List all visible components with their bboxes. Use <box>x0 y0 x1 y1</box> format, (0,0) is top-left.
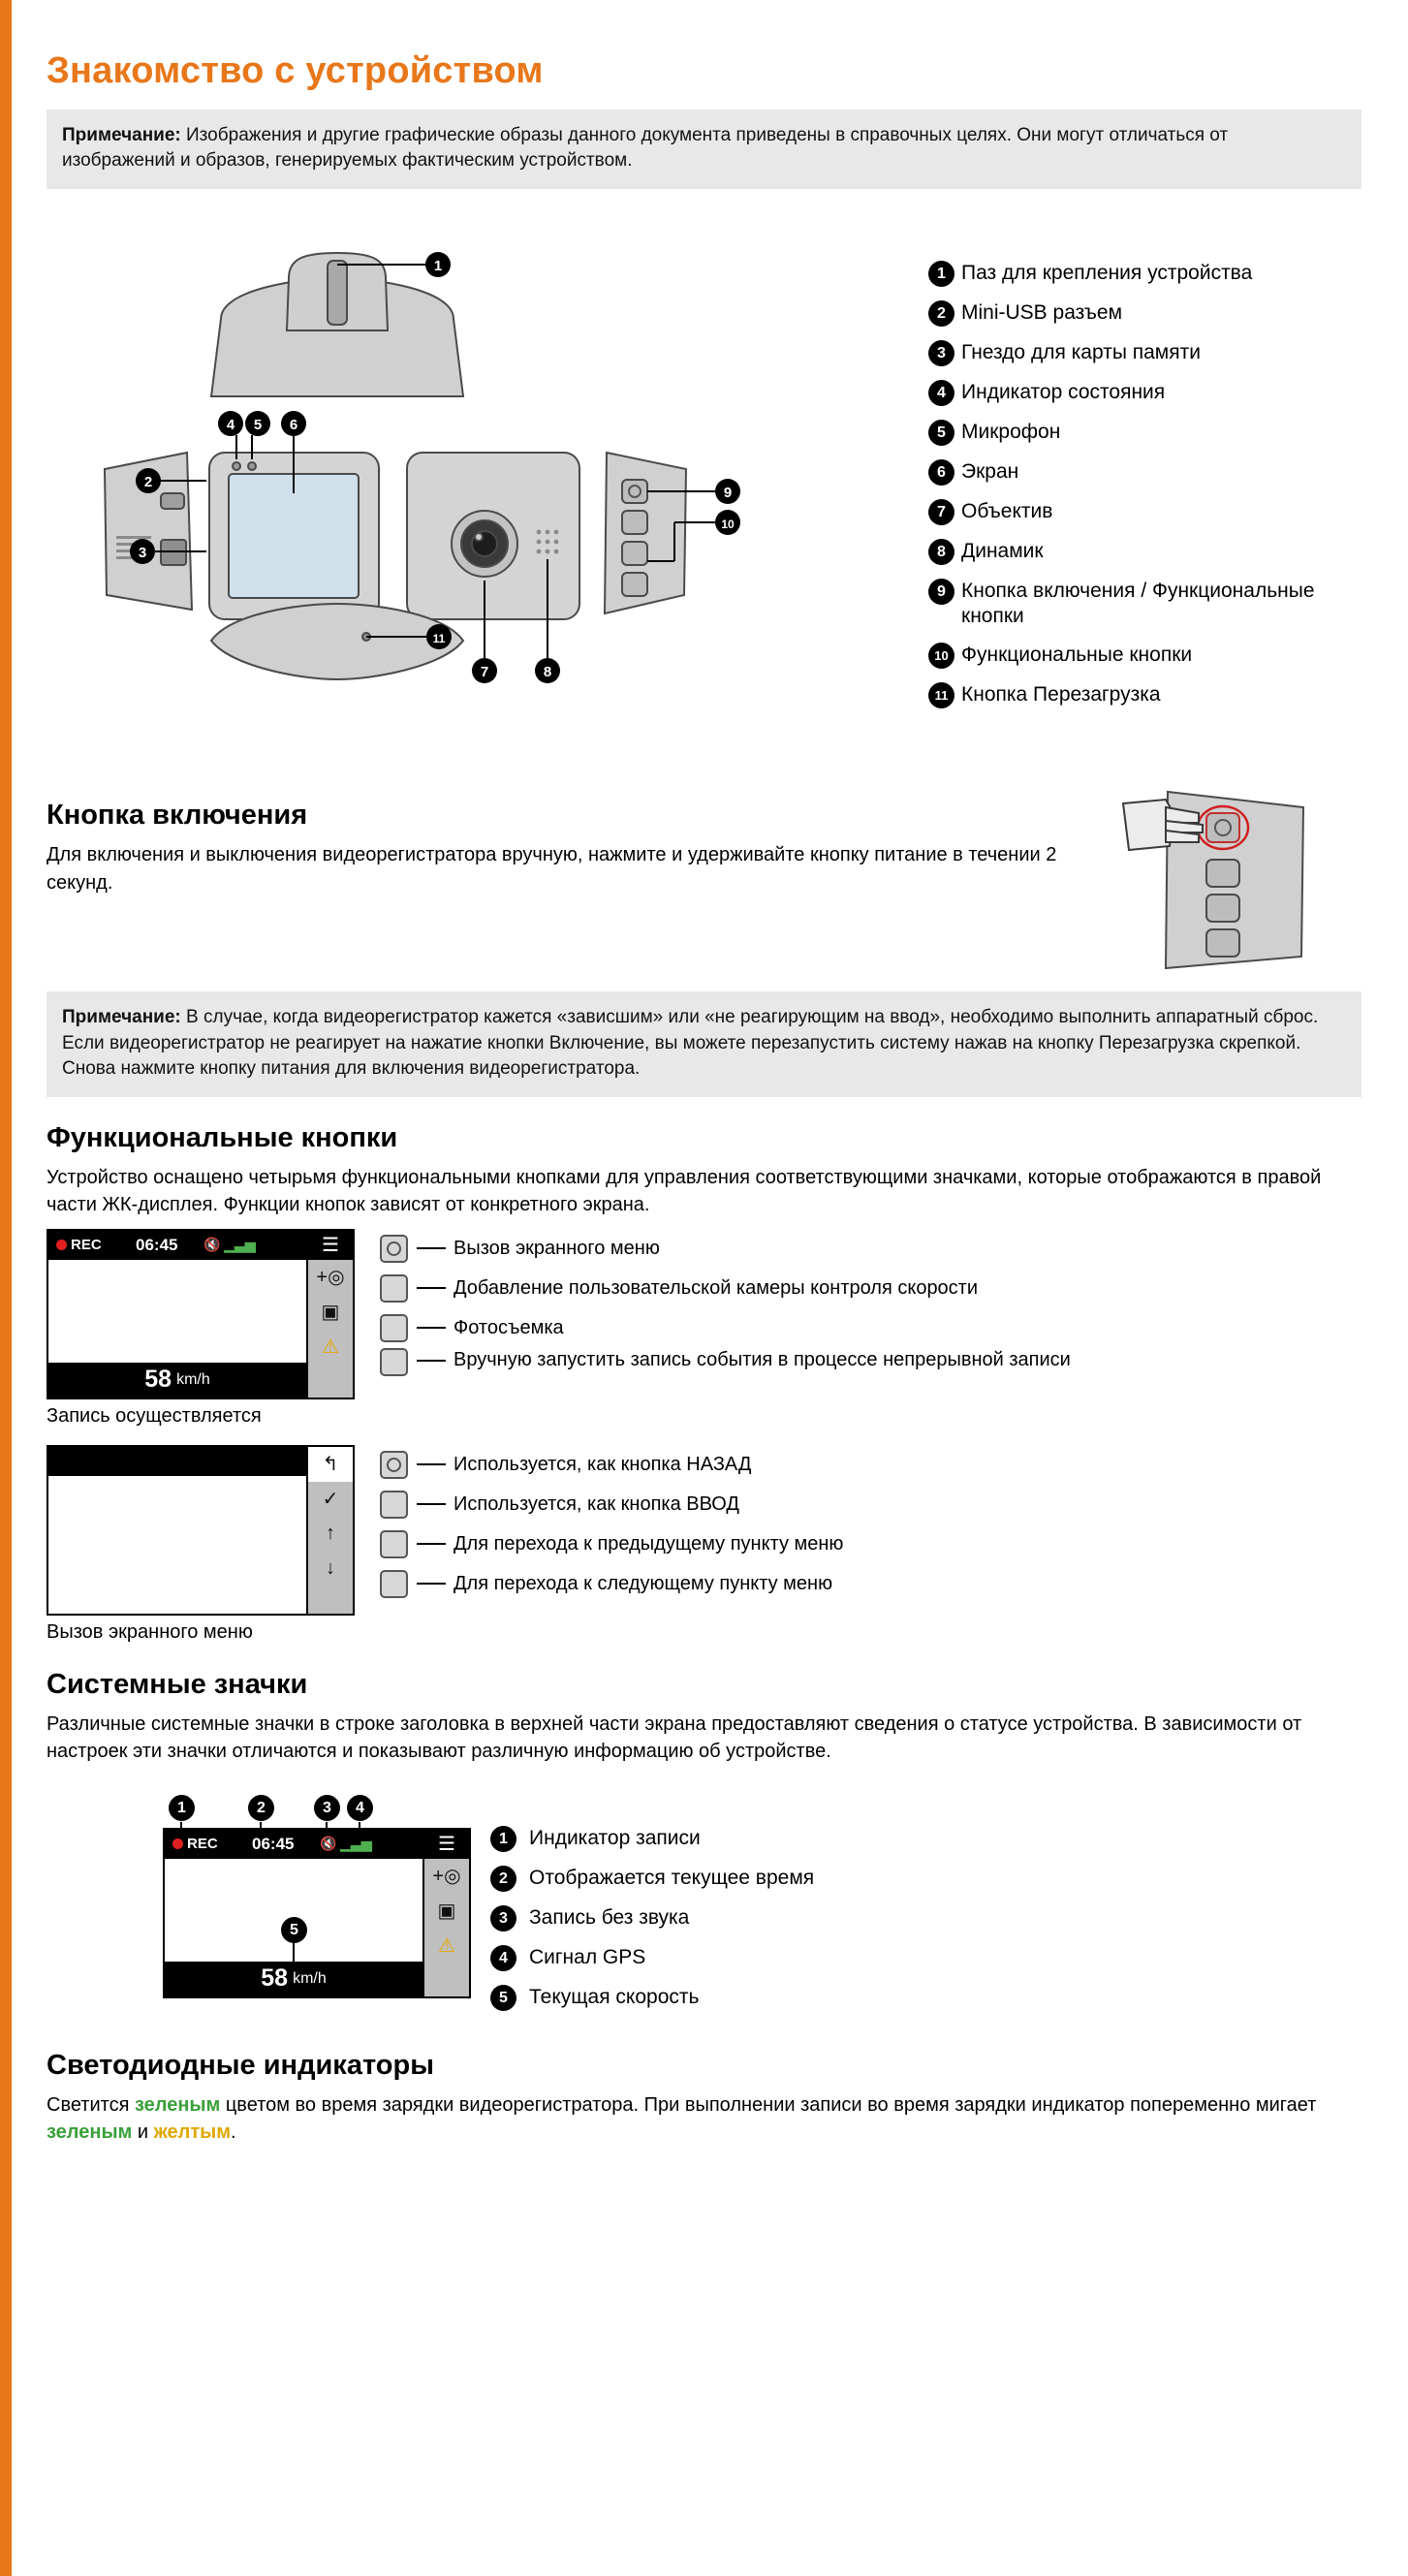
svg-text:6: 6 <box>289 417 298 434</box>
softkey-photo-icon[interactable]: ▣ <box>437 1901 456 1923</box>
legend-number: 2 <box>928 300 954 327</box>
accent-bar <box>0 0 12 2576</box>
status-icons <box>203 1237 256 1253</box>
system-icons-body: Различные системные значки в строке заголовка в верхней части экрана предоставляют сведения о статусе устройства. В зависимости от настроек эти значки отличаются и показывают различную информацию об устройстве. <box>47 1712 1302 1763</box>
led-yellow-word: желтым <box>153 2121 232 2144</box>
legend-item <box>928 459 1361 486</box>
function-key-icon <box>372 1570 415 1598</box>
legend-item <box>928 579 1361 628</box>
mute-icon: 🔇 <box>203 1236 221 1252</box>
legend-label: Запись без звука <box>529 1906 690 1930</box>
parts-legend <box>919 203 1361 721</box>
system-icons-screen-wrap <box>47 1795 471 1998</box>
device-diagram <box>47 203 919 774</box>
legend-bullet <box>928 643 961 669</box>
legend-label: Кнопка включения / Функциональные кнопки <box>961 580 1315 628</box>
legend-number: 4 <box>928 380 954 406</box>
menu-button-list <box>366 1445 1361 1604</box>
legend-bullet <box>928 261 961 287</box>
rec-label: REC <box>187 1835 218 1852</box>
legend-label: Mini-USB разъем <box>961 301 1123 325</box>
legend-item <box>928 340 1361 366</box>
legend-number: 6 <box>928 459 954 486</box>
button-action-label: Добавление пользовательской камеры контроля скорости <box>454 1277 979 1300</box>
softkey-add-speedcam-icon[interactable]: +◎ <box>432 1866 461 1888</box>
svg-text:11: 11 <box>432 632 446 646</box>
recording-screen-wrap <box>47 1229 366 1428</box>
speed-unit: km/h <box>293 1969 327 1987</box>
led-green-word: зеленым <box>47 2121 133 2144</box>
parts-section <box>47 203 1361 774</box>
lcd-system-icons-screen <box>163 1828 471 1998</box>
note-text: В случае, когда видеорегистратор кажется «зависшим» или «не реагирующим на ввод», необходимо выполнить аппаратный сброс. Если видеорегистратор не реагирует на нажатие кнопки Включение, вы можете перезапустить систему нажав на кнопку Перезагрузка скрепкой. Снова нажмите кнопку питания для включения видеорегистратора. <box>62 1007 1319 1079</box>
power-button-illustration-svg <box>1110 774 1361 978</box>
button-action-label: Вызов экранного меню <box>454 1238 660 1260</box>
softkey-menu-icon[interactable]: ☰ <box>308 1231 353 1260</box>
legend-number: 5 <box>928 420 954 446</box>
callout-5: 5 <box>281 1917 307 1943</box>
legend-label: Динамик <box>961 540 1044 563</box>
led-body <box>47 2091 1361 2147</box>
legend-number: 3 <box>928 340 954 366</box>
power-button-heading: Кнопка включения <box>47 800 308 832</box>
legend-label: Гнездо для карты памяти <box>961 341 1201 364</box>
legend-bullet <box>928 682 961 708</box>
legend-number: 9 <box>928 579 954 605</box>
callout-4: 4 <box>347 1795 373 1821</box>
note-text: Изображения и другие графические образы данного документа приведены в справочных целях. Они могут отличаться от изображений и образов, генерируемых фактическим устройством. <box>62 125 1229 172</box>
leader-line <box>417 1503 446 1505</box>
legend-number: 11 <box>928 682 954 708</box>
legend-label: Микрофон <box>961 421 1061 444</box>
recording-screen-caption: Запись осуществляется <box>47 1404 262 1427</box>
system-icon-legend-item <box>490 1945 1361 1971</box>
button-action-row <box>372 1348 1361 1397</box>
leader-line <box>417 1360 446 1362</box>
button-action-row <box>372 1229 1361 1269</box>
legend-label: Паз для крепления устройства <box>961 262 1253 285</box>
callout-2: 2 <box>248 1795 274 1821</box>
button-action-label: Вручную запустить запись события в процессе непрерывной записи <box>454 1348 1071 1370</box>
menu-screen-block <box>47 1445 1361 1644</box>
softkey-back-icon[interactable]: ↰ <box>308 1447 353 1482</box>
legend-item <box>928 261 1361 287</box>
callout-3: 3 <box>314 1795 340 1821</box>
legend-item <box>928 420 1361 446</box>
lcd-speed-bar <box>165 1962 422 1996</box>
led-text-2: цветом во время зарядки видеорегистратора. При выполнении записи во время зарядки индикатор попеременно мигает <box>220 2093 1317 2116</box>
legend-number: 7 <box>928 499 954 525</box>
legend-number: 8 <box>928 539 954 565</box>
power-key-icon <box>372 1451 415 1479</box>
function-buttons-heading: Функциональные кнопки <box>47 1122 398 1154</box>
legend-number: 2 <box>490 1866 516 1892</box>
lcd-menu-area <box>48 1476 306 1614</box>
legend-number: 3 <box>490 1905 516 1932</box>
legend-bullet <box>928 579 961 605</box>
lcd-speed-bar <box>48 1363 306 1398</box>
power-button-body: Для включения и выключения видеорегистратора вручную, нажмите и удерживайте кнопку питание в течении 2 секунд. <box>47 844 1057 894</box>
legend-number: 1 <box>928 261 954 287</box>
legend-label: Отображается текущее время <box>529 1867 815 1890</box>
legend-item <box>928 499 1361 525</box>
legend-number: 10 <box>928 643 954 669</box>
note-label: Примечание: <box>62 1007 181 1028</box>
lcd-viewfinder <box>48 1260 306 1363</box>
system-icon-legend-item <box>490 1985 1361 2011</box>
system-icons-heading: Системные значки <box>47 1668 308 1700</box>
clock-label: 06:45 <box>252 1834 295 1853</box>
button-action-row <box>372 1269 1361 1308</box>
recording-button-list <box>366 1229 1361 1397</box>
rec-indicator <box>56 1237 102 1253</box>
system-icons-block <box>47 1795 1361 2025</box>
legend-bullet <box>928 539 961 565</box>
gps-signal-icon: ▁▃▅ <box>224 1236 256 1252</box>
legend-label: Индикатор состояния <box>961 381 1166 404</box>
softkey-menu-icon[interactable]: ☰ <box>424 1830 469 1859</box>
leader-line <box>417 1327 446 1329</box>
svg-text:5: 5 <box>253 417 263 434</box>
leader-line <box>417 1247 446 1249</box>
mute-icon: 🔇 <box>320 1835 337 1851</box>
rec-dot-icon <box>172 1838 183 1849</box>
svg-text:4: 4 <box>226 417 235 434</box>
svg-text:8: 8 <box>543 664 552 681</box>
note-label: Примечание: <box>62 125 181 145</box>
callout-1: 1 <box>169 1795 195 1821</box>
legend-label: Кнопка Перезагрузка <box>961 682 1161 706</box>
function-key-icon <box>372 1530 415 1558</box>
leader-line <box>417 1287 446 1289</box>
system-icons-callout-row <box>163 1795 471 1828</box>
legend-label: Сигнал GPS <box>529 1946 646 1969</box>
legend-number: 5 <box>490 1985 516 2011</box>
power-button-text-block <box>47 774 1090 906</box>
svg-text:10: 10 <box>721 518 735 532</box>
legend-bullet <box>928 420 961 446</box>
button-action-label: Используется, как кнопка ВВОД <box>454 1493 739 1516</box>
legend-label: Экран <box>961 460 1019 484</box>
legend-label: Текущая скорость <box>529 1986 700 2009</box>
lcd-softkey-column <box>306 1447 353 1614</box>
softkey-up-icon[interactable]: ↑ <box>326 1523 335 1545</box>
status-icons <box>320 1836 372 1852</box>
lcd-recording-screen <box>47 1229 355 1399</box>
device-diagram-svg <box>47 203 919 774</box>
softkey-add-speedcam-icon[interactable]: +◎ <box>316 1267 345 1289</box>
page-title: Знакомство с устройством <box>47 50 544 91</box>
speed-value: 58 <box>144 1366 172 1394</box>
svg-text:7: 7 <box>480 664 489 681</box>
legend-label: Объектив <box>961 500 1053 523</box>
rec-label: REC <box>71 1236 102 1253</box>
button-action-row <box>372 1485 1361 1524</box>
svg-text:1: 1 <box>433 258 443 275</box>
power-button-illustration <box>1110 774 1361 978</box>
menu-screen-caption: Вызов экранного меню <box>47 1620 253 1643</box>
speed-unit: km/h <box>176 1370 210 1388</box>
rec-indicator <box>172 1836 218 1852</box>
system-icons-legend <box>471 1795 1361 2025</box>
button-action-row <box>372 1564 1361 1604</box>
legend-item <box>928 643 1361 669</box>
legend-item <box>928 300 1361 327</box>
legend-item <box>928 539 1361 565</box>
function-key-icon <box>372 1314 415 1342</box>
system-icon-legend-item <box>490 1866 1361 1892</box>
led-heading: Светодиодные индикаторы <box>47 2049 434 2081</box>
clock-label: 06:45 <box>136 1235 178 1254</box>
button-action-label: Для перехода к предыдущему пункту меню <box>454 1533 844 1555</box>
legend-bullet <box>928 459 961 486</box>
legend-number: 4 <box>490 1945 516 1971</box>
legend-bullet <box>928 380 961 406</box>
button-action-label: Фотосъемка <box>454 1317 564 1339</box>
leader-line <box>417 1463 446 1465</box>
button-action-row <box>372 1308 1361 1348</box>
rec-dot-icon <box>56 1240 67 1250</box>
led-green-word: зеленым <box>134 2093 221 2116</box>
recording-screen-block <box>47 1229 1361 1428</box>
function-key-icon <box>372 1348 415 1376</box>
menu-screen-wrap <box>47 1445 366 1644</box>
softkey-enter-icon[interactable]: ✓ <box>322 1489 339 1511</box>
system-icon-legend-item <box>490 1826 1361 1852</box>
button-action-label: Используется, как кнопка НАЗАД <box>454 1454 752 1476</box>
led-text-1: Светится <box>47 2093 135 2116</box>
softkey-event-icon[interactable]: ⚠ <box>438 1935 455 1958</box>
speed-value: 58 <box>261 1964 289 1993</box>
note-box-top <box>47 110 1361 189</box>
svg-text:9: 9 <box>723 485 733 502</box>
led-text-4: . <box>231 2121 236 2144</box>
note-box-power <box>47 991 1361 1097</box>
function-key-icon <box>372 1274 415 1303</box>
legend-number: 1 <box>490 1826 516 1852</box>
button-action-row <box>372 1445 1361 1485</box>
lcd-menu-screen <box>47 1445 355 1616</box>
legend-bullet <box>928 300 961 327</box>
function-key-icon <box>372 1491 415 1519</box>
svg-text:3: 3 <box>138 545 147 562</box>
lcd-softkey-column <box>422 1830 469 1996</box>
leader-line <box>417 1543 446 1545</box>
legend-label: Индикатор записи <box>529 1827 701 1850</box>
softkey-event-icon[interactable]: ⚠ <box>322 1336 339 1359</box>
legend-label: Функциональные кнопки <box>961 643 1193 666</box>
function-buttons-body: Устройство оснащено четырьмя функциональными кнопками для управления соответствующими значками, которые отображаются в правой части ЖК-дисплея. Функции кнопок зависят от конкретного экрана. <box>47 1167 1322 1216</box>
led-text-3: и <box>132 2121 154 2144</box>
system-icon-legend-item <box>490 1905 1361 1932</box>
legend-item <box>928 682 1361 708</box>
lcd-softkey-column <box>306 1231 353 1398</box>
svg-text:2: 2 <box>143 474 153 491</box>
legend-item <box>928 380 1361 406</box>
legend-bullet <box>928 499 961 525</box>
gps-signal-icon: ▁▃▅ <box>340 1835 372 1851</box>
leader-line <box>417 1583 446 1585</box>
power-key-icon <box>372 1235 415 1263</box>
power-button-section <box>47 774 1361 978</box>
callout-tick <box>293 1943 295 1963</box>
button-action-row <box>372 1524 1361 1564</box>
button-action-label: Для перехода к следующему пункту меню <box>454 1573 833 1595</box>
system-icons-lcd-wrap <box>163 1828 471 1998</box>
softkey-down-icon[interactable]: ↓ <box>326 1557 335 1580</box>
softkey-photo-icon[interactable]: ▣ <box>321 1302 340 1324</box>
legend-bullet <box>928 340 961 366</box>
